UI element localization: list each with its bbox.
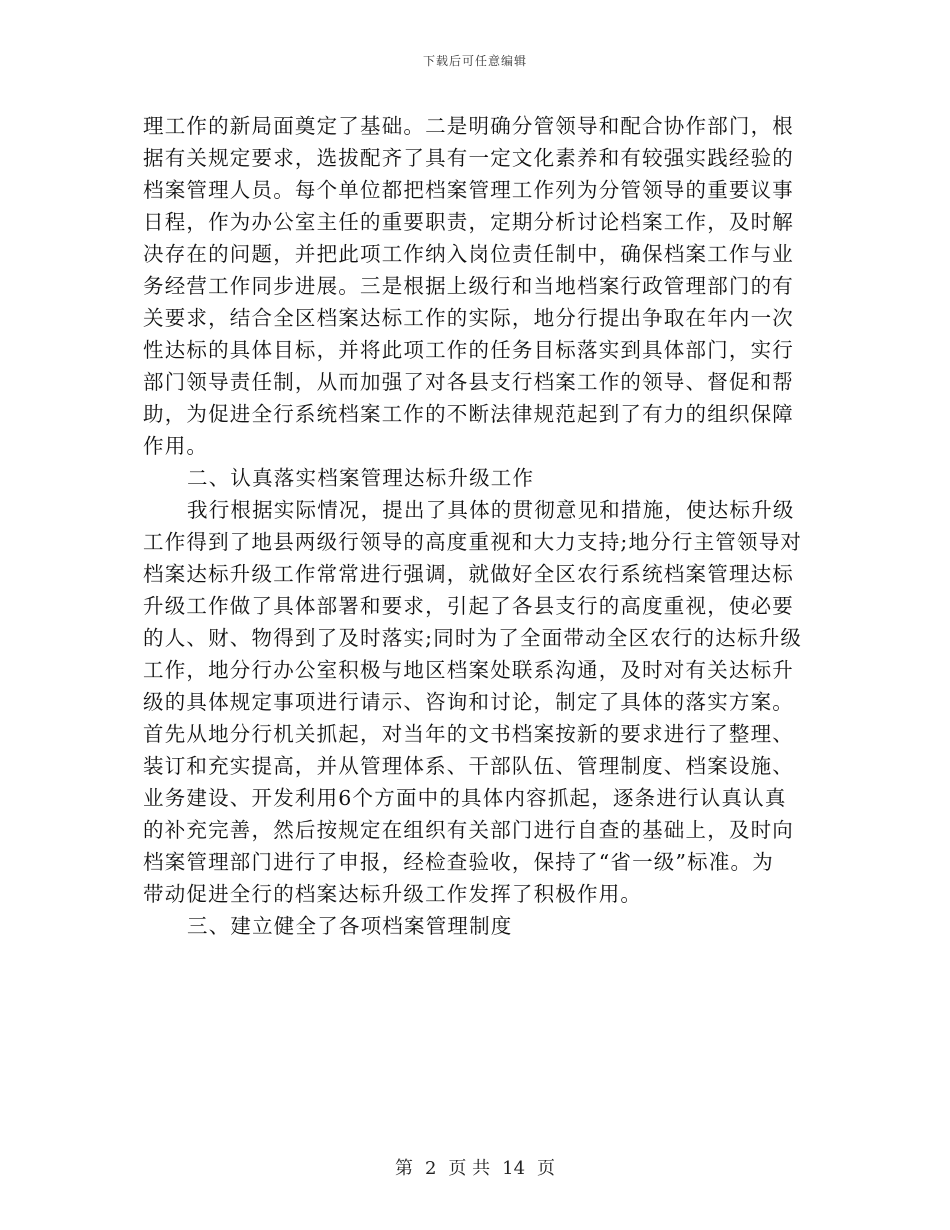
paragraph-line: 据有关规定要求，选拔配齐了具有一定文化素养和有较强实践经验的 bbox=[143, 146, 794, 170]
paragraph-line: 档案达标升级工作常常进行强调，就做好全区农行系统档案管理达标 bbox=[143, 562, 794, 586]
paragraph-line: 级的具体规定事项进行请示、咨询和讨论，制定了具体的落实方案。 bbox=[143, 690, 794, 714]
paragraph-line: 性达标的具体目标，并将此项工作的任务目标落实到具体部门，实行 bbox=[143, 338, 794, 362]
footer-prefix: 第 bbox=[394, 1158, 413, 1179]
page-footer bbox=[0, 1154, 950, 1180]
paragraph-line: 工作，地分行办公室积极与地区档案处联系沟通，及时对有关达标升 bbox=[143, 658, 794, 682]
header-note: 下载后可任意编辑 bbox=[422, 54, 527, 68]
body-text bbox=[143, 110, 803, 942]
paragraph-line: 首先从地分行机关抓起，对当年的文书档案按新的要求进行了整理、 bbox=[143, 722, 794, 746]
paragraph-line: 档案管理部门进行了申报，经检查验收，保持了“省一级”标准。为 bbox=[143, 850, 774, 874]
paragraph-line: 装订和充实提高，并从管理体系、干部队伍、管理制度、档案设施、 bbox=[143, 754, 794, 778]
footer-suffix: 页 bbox=[537, 1158, 556, 1179]
paragraph-line: 升级工作做了具体部署和要求，引起了各县支行的高度重视，使必要 bbox=[143, 594, 794, 618]
section-heading: 二、认真落实档案管理达标升级工作 bbox=[187, 466, 535, 490]
paragraph-line: 关要求，结合全区档案达标工作的实际，地分行提出争取在年内一次 bbox=[143, 306, 794, 330]
paragraph-line: 工作得到了地县两级行领导的高度重视和大力支持;地分行主管领导对 bbox=[143, 530, 803, 554]
page-number: 2 bbox=[424, 1158, 437, 1179]
section-heading: 三、建立健全了各项档案管理制度 bbox=[187, 914, 513, 938]
paragraph-line: 的人、财、物得到了及时落实;同时为了全面带动全区农行的达标升级 bbox=[143, 626, 803, 650]
paragraph-line: 档案管理人员。每个单位都把档案管理工作列为分管领导的重要议事 bbox=[143, 178, 794, 202]
paragraph-line: 助，为促进全行系统档案工作的不断法律规范起到了有力的组织保障 bbox=[143, 402, 794, 426]
paragraph-line: 理工作的新局面奠定了基础。二是明确分管领导和配合协作部门，根 bbox=[143, 114, 794, 138]
paragraph-line: 决存在的问题，并把此项工作纳入岗位责任制中，确保档案工作与业 bbox=[143, 242, 794, 266]
paragraph-line: 作用。 bbox=[143, 434, 209, 458]
paragraph-line: 我行根据实际情况，提出了具体的贯彻意见和措施，使达标升级 bbox=[187, 498, 795, 522]
paragraph-line: 业务建设、开发利用6个方面中的具体内容抓起，逐条进行认真认真 bbox=[143, 786, 787, 810]
paragraph-line: 日程，作为办公室主任的重要职责，定期分析讨论档案工作，及时解 bbox=[143, 210, 794, 234]
paragraph-line: 部门领导责任制，从而加强了对各县支行档案工作的领导、督促和帮 bbox=[143, 370, 794, 394]
paragraph-line: 带动促进全行的档案达标升级工作发挥了积极作用。 bbox=[143, 882, 643, 906]
page-total: 14 bbox=[502, 1158, 526, 1179]
paragraph-line: 的补充完善，然后按规定在组织有关部门进行自查的基础上，及时向 bbox=[143, 818, 794, 842]
footer-middle: 页 共 bbox=[448, 1158, 491, 1179]
paragraph-line: 务经营工作同步进展。三是根据上级行和当地档案行政管理部门的有 bbox=[143, 274, 794, 298]
